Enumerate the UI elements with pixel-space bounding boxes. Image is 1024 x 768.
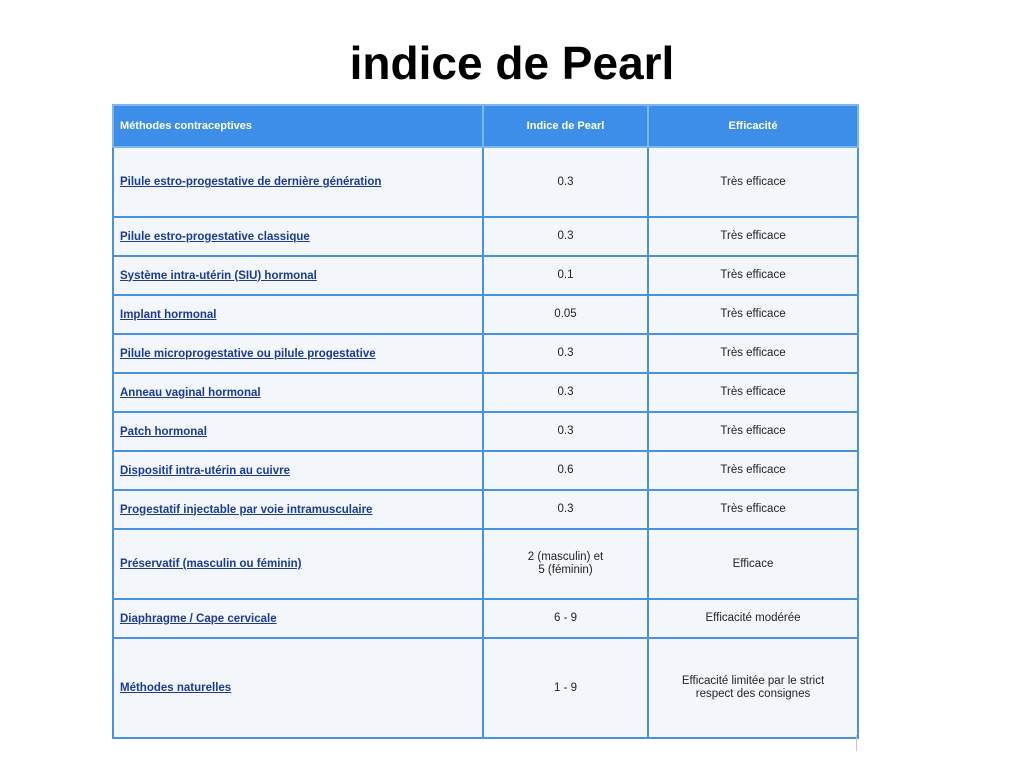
table-row xyxy=(113,490,858,529)
efficacy-value: Efficace xyxy=(648,529,858,599)
efficacy-value: Très efficace xyxy=(648,334,858,373)
header-methods: Méthodes contraceptives xyxy=(113,105,483,147)
method-link[interactable]: Pilule estro-progestative de dernière génération xyxy=(113,147,483,217)
method-link[interactable]: Implant hormonal xyxy=(113,295,483,334)
pearl-value: 0.1 xyxy=(483,256,648,295)
efficacy-value: Très efficace xyxy=(648,373,858,412)
efficacy-value: Efficacité limitée par le strict respect des consignes xyxy=(648,638,858,738)
pearl-value: 0.3 xyxy=(483,490,648,529)
decorative-edge-line xyxy=(856,735,857,751)
table-header-row xyxy=(113,105,858,147)
table-row xyxy=(113,334,858,373)
method-link[interactable]: Pilule microprogestative ou pilule progestative xyxy=(113,334,483,373)
method-link[interactable]: Dispositif intra-utérin au cuivre xyxy=(113,451,483,490)
table-row xyxy=(113,638,858,738)
table-row xyxy=(113,147,858,217)
method-link[interactable]: Progestatif injectable par voie intramusculaire xyxy=(113,490,483,529)
efficacy-value: Très efficace xyxy=(648,295,858,334)
efficacy-value: Très efficace xyxy=(648,490,858,529)
pearl-value: 0.3 xyxy=(483,217,648,256)
efficacy-value: Très efficace xyxy=(648,217,858,256)
method-link[interactable]: Anneau vaginal hormonal xyxy=(113,373,483,412)
pearl-index-table-container xyxy=(112,104,857,739)
pearl-value: 0.05 xyxy=(483,295,648,334)
efficacy-value: Très efficace xyxy=(648,451,858,490)
pearl-value: 0.3 xyxy=(483,147,648,217)
pearl-value: 6 - 9 xyxy=(483,599,648,638)
pearl-value: 0.3 xyxy=(483,334,648,373)
method-link[interactable]: Système intra-utérin (SIU) hormonal xyxy=(113,256,483,295)
efficacy-value: Très efficace xyxy=(648,147,858,217)
pearl-value: 1 - 9 xyxy=(483,638,648,738)
method-link[interactable]: Préservatif (masculin ou féminin) xyxy=(113,529,483,599)
table-row xyxy=(113,412,858,451)
method-link[interactable]: Patch hormonal xyxy=(113,412,483,451)
pearl-value: 0.3 xyxy=(483,412,648,451)
pearl-value: 0.3 xyxy=(483,373,648,412)
table-row xyxy=(113,373,858,412)
slide-title: indice de Pearl xyxy=(349,37,675,89)
table-row xyxy=(113,451,858,490)
method-link[interactable]: Méthodes naturelles xyxy=(113,638,483,738)
method-link[interactable]: Diaphragme / Cape cervicale xyxy=(113,599,483,638)
efficacy-value: Efficacité modérée xyxy=(648,599,858,638)
table-row xyxy=(113,529,858,599)
header-efficacy: Efficacité xyxy=(648,105,858,147)
table-row xyxy=(113,217,858,256)
method-link[interactable]: Pilule estro-progestative classique xyxy=(113,217,483,256)
efficacy-value: Très efficace xyxy=(648,256,858,295)
efficacy-value: Très efficace xyxy=(648,412,858,451)
table-row xyxy=(113,295,858,334)
table-row xyxy=(113,256,858,295)
pearl-value: 0.6 xyxy=(483,451,648,490)
pearl-value: 2 (masculin) et 5 (féminin) xyxy=(483,529,648,599)
pearl-index-table xyxy=(112,104,859,739)
header-pearl-index: Indice de Pearl xyxy=(483,105,648,147)
table-row xyxy=(113,599,858,638)
